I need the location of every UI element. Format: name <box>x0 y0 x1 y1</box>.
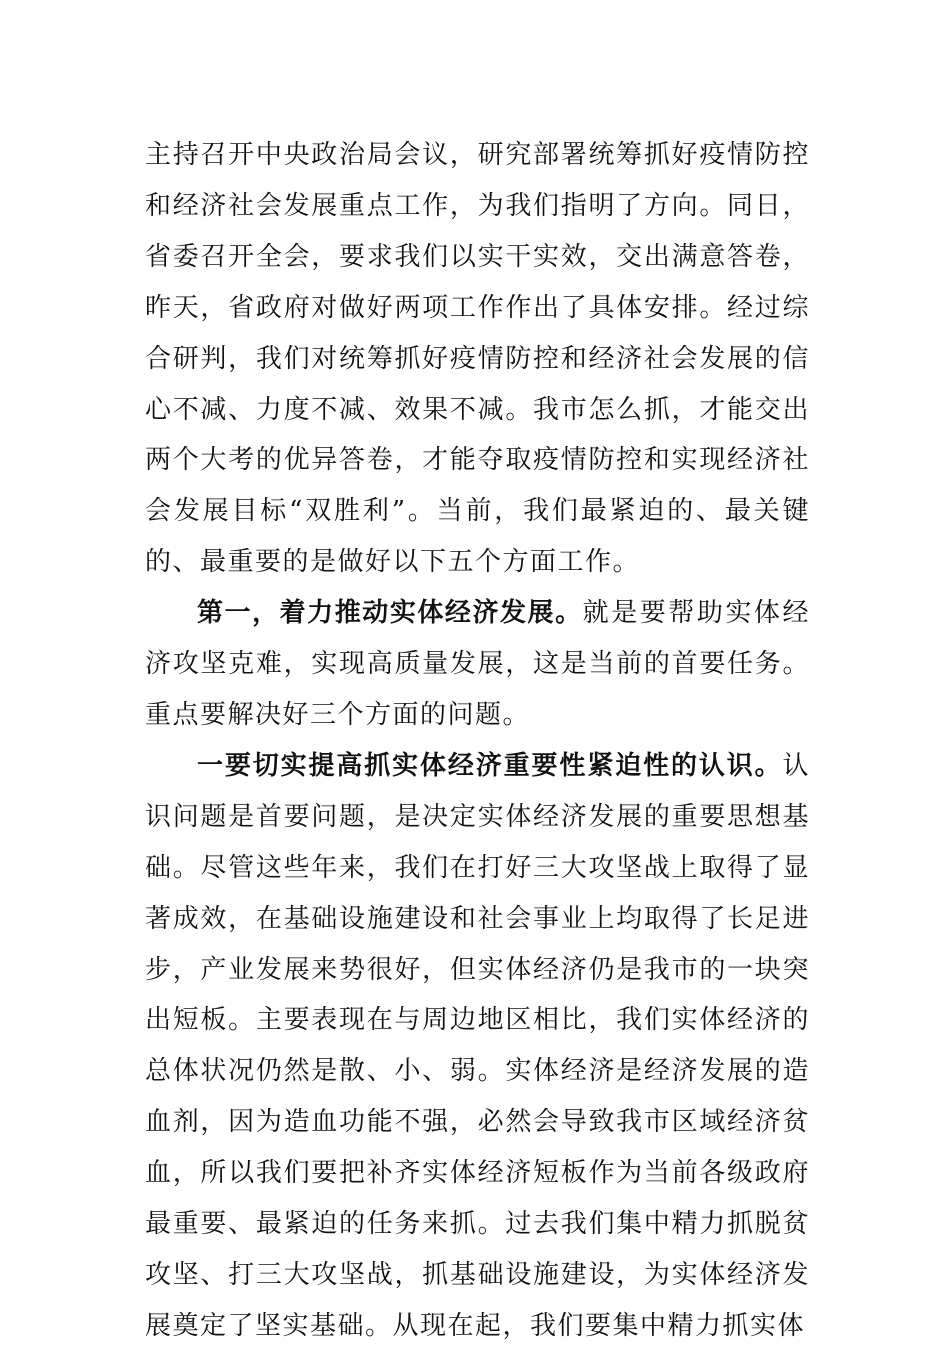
paragraph-intro <box>145 130 810 588</box>
paragraph-first-point <box>145 588 810 741</box>
paragraph-sub-point-text: 认识问题是首要问题，是决定实体经济发展的重要思想基础。尽管这些年来，我们在打好三大攻坚战上取得了显著成效，在基础设施建设和社会事业上均取得了长足进步，产业发展来势很好，但实体经济仍是我市的一块突出短板。主要表现在与周边地区相比，我们实体经济的总体状况仍然是散、小、弱。实体经济是经济发展的造血剂，因为造血功能不强，必然会导致我市区域经济贫血，所以我们要把补齐实体经济短板作为当前各级政府最重要、最紧迫的任务来抓。过去我们集中精力抓脱贫攻坚、打三大攻坚战，抓基础设施建设，为实体经济发展奠定了坚实基础。从现在起，我们要集中精力抓实体 <box>145 750 810 1341</box>
paragraph-first-point-text: 就是要帮助实体经济攻坚克难，实现高质量发展，这是当前的首要任务。重点要解决好三个方面的问题。 <box>145 598 810 730</box>
paragraph-intro-text: 主持召开中央政治局会议，研究部署统筹抓好疫情防控和经济社会发展重点工作，为我们指明了方向。同日，省委召开全会，要求我们以实干实效，交出满意答卷，昨天，省政府对做好两项工作作出了具体安排。经过综合研判，我们对统筹抓好疫情防控和经济社会发展的信心不减、力度不减、效果不减。我市怎么抓，才能交出两个大考的优异答卷，才能夺取疫情防控和实现经济社会发展目标“双胜利”。当前，我们最紧迫的、最关键的、最重要的是做好以下五个方面工作。 <box>145 140 810 578</box>
paragraph-sub-point <box>145 741 810 1352</box>
section-heading-first: 第一，着力推动实体经济发展。 <box>197 598 583 629</box>
subsection-heading-one: 一要切实提高抓实体经济重要性紧迫性的认识。 <box>197 750 783 781</box>
document-body <box>145 130 810 1352</box>
